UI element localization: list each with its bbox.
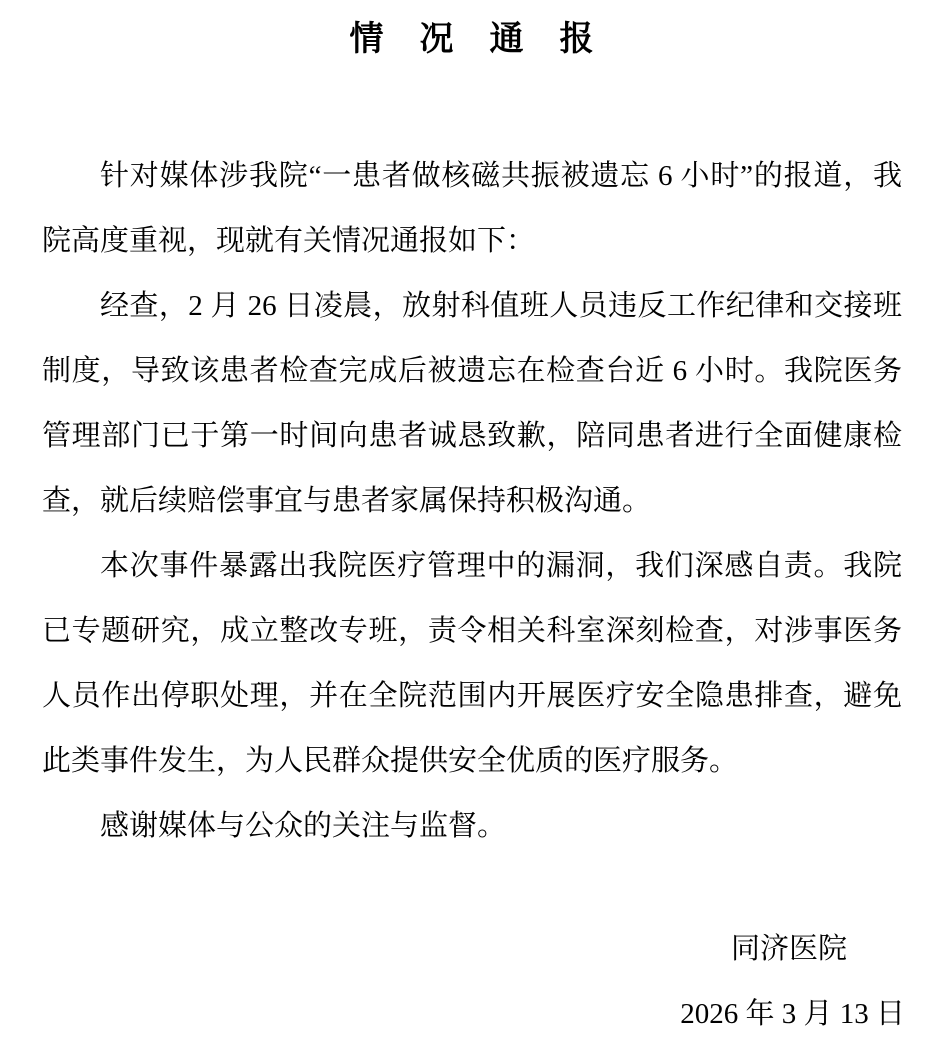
paragraph-thanks: 感谢媒体与公众的关注与监督。 xyxy=(100,810,507,842)
page-title: 情 况 通 报 xyxy=(349,21,595,58)
signature-date: 2026 年 3 月 13 日 xyxy=(680,998,905,1030)
paragraph-measures: 本次事件暴露出我院医疗管理中的漏洞，我们深感自责。我院已专题研究，成立整改专班，责令相关科室深刻检查，对涉事医务人员作出停职处理，并在全院范围内开展医疗安全隐患排查，避免此类事件发生，为人民群众提供安全优质的医疗服务。 xyxy=(42,550,902,777)
paragraph-findings: 经查，2 月 26 日凌晨，放射科值班人员违反工作纪律和交接班制度，导致该患者检查完成后被遗忘在检查台近 6 小时。我院医务管理部门已于第一时间向患者诚恳致歉，陪同患者进行全面健康检查，就后续赔偿事宜与患者家属保持积极沟通。 xyxy=(42,290,902,517)
signature-block xyxy=(0,917,944,1047)
signature-name: 同济医院 xyxy=(730,933,847,965)
paragraph-intro: 针对媒体涉我院“一患者做核磁共振被遗忘 6 小时”的报道，我院高度重视，现就有关情况通报如下： xyxy=(42,160,902,257)
notice-body xyxy=(42,144,902,859)
